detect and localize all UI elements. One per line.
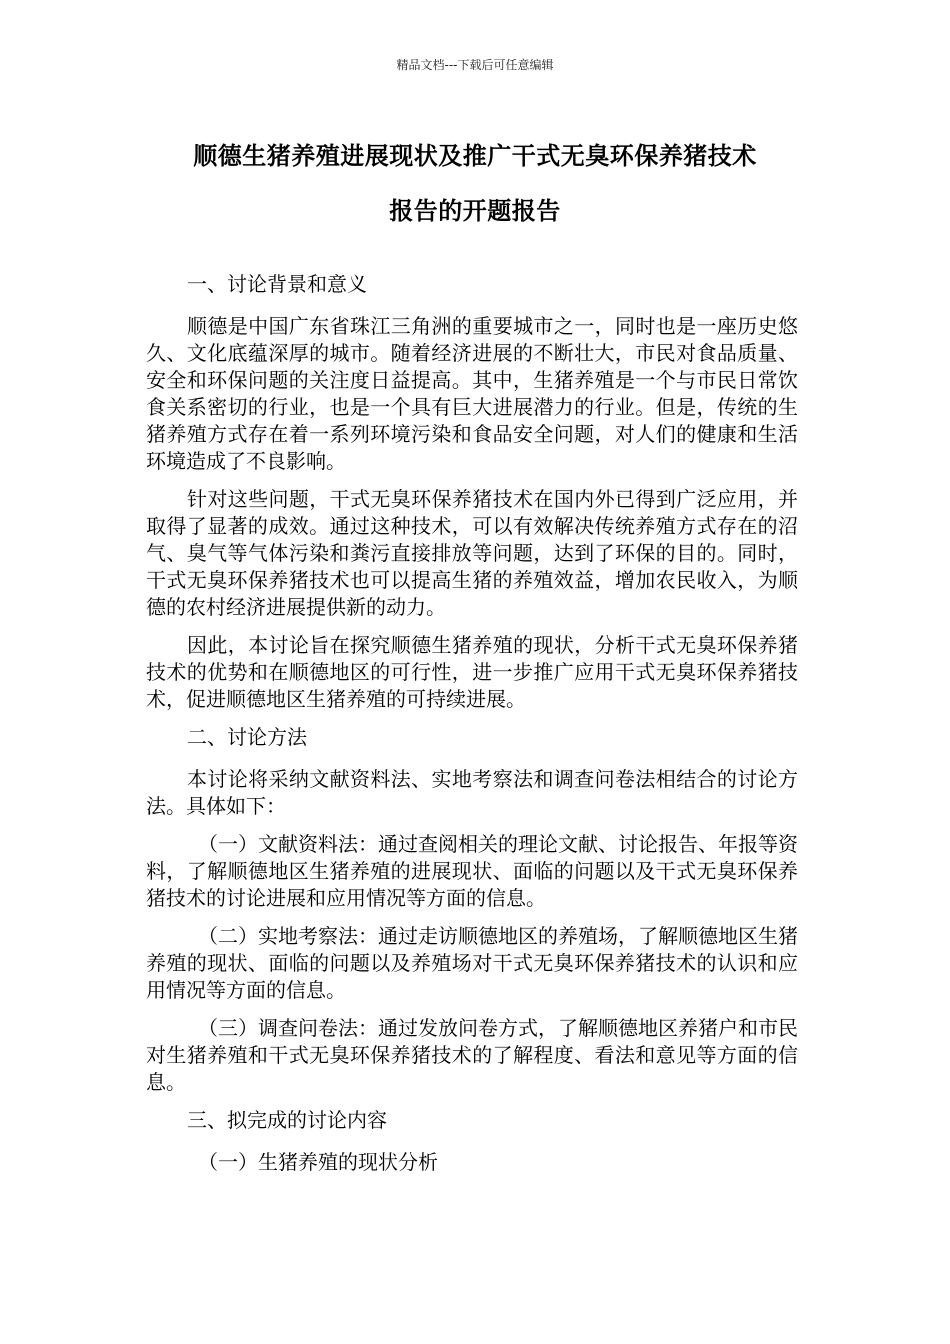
paragraph-background-1: 顺德是中国广东省珠江三角洲的重要城市之一，同时也是一座历史悠久、文化底蕴深厚的城市。随着经济进展的不断壮大，市民对食品质量、安全和环保问题的关注度日益提高。其中，生猪养殖是一个与市民日常饮食关系密切的行业，也是一个具有巨大进展潜力的行业。但是，传统的生猪养殖方式存在着一系列环境污染和食品安全问题，对人们的健康和生活环境造成了不良影响。 <box>146 314 798 473</box>
header-note: 精品文档---下载后可任意编辑 <box>396 58 554 72</box>
document-title-line-1: 顺德生猪养殖进展现状及推广干式无臭环保养猪技术 <box>193 142 757 170</box>
paragraph-background-2: 针对这些问题，干式无臭环保养猪技术在国内外已得到广泛应用，并取得了显著的成效。通过这种技术，可以有效解决传统养殖方式存在的沼气、臭气等气体污染和粪污直接排放等问题，达到了环保的目的。同时，干式无臭环保养猪技术也可以提高生猪的养殖效益，增加农民收入，为顺德的农村经济进展提供新的动力。 <box>146 487 798 619</box>
section-heading-content: 三、拟完成的讨论内容 <box>187 1108 387 1132</box>
method-questionnaire: （三）调查问卷法：通过发放问卷方式，了解顺德地区养猪户和市民对生猪养殖和干式无臭环保养猪技术的了解程度、看法和意见等方面的信息。 <box>146 1016 798 1094</box>
subsection-status-analysis: （一）生猪养殖的现状分析 <box>198 1150 438 1174</box>
document-body <box>146 271 798 1187</box>
document-title-line-2: 报告的开题报告 <box>389 197 561 225</box>
paragraph-methods-intro: 本讨论将采纳文献资料法、实地考察法和调查问卷法相结合的讨论方法。具体如下： <box>146 767 798 818</box>
method-literature: （一）文献资料法：通过查阅相关的理论文献、讨论报告、年报等资料，了解顺德地区生猪养殖的进展现状、面临的问题以及干式无臭环保养猪技术的讨论进展和应用情况等方面的信息。 <box>146 832 798 910</box>
section-heading-methods: 二、讨论方法 <box>187 725 307 749</box>
section-heading-background: 一、讨论背景和意义 <box>187 272 367 296</box>
paragraph-background-3: 因此，本讨论旨在探究顺德生猪养殖的现状，分析干式无臭环保养猪技术的优势和在顺德地区的可行性，进一步推广应用干式无臭环保养猪技术，促进顺德地区生猪养殖的可持续进展。 <box>146 633 798 711</box>
method-field-survey: （二）实地考察法：通过走访顺德地区的养殖场，了解顺德地区生猪养殖的现状、面临的问题以及养殖场对干式无臭环保养猪技术的认识和应用情况等方面的信息。 <box>146 924 798 1002</box>
